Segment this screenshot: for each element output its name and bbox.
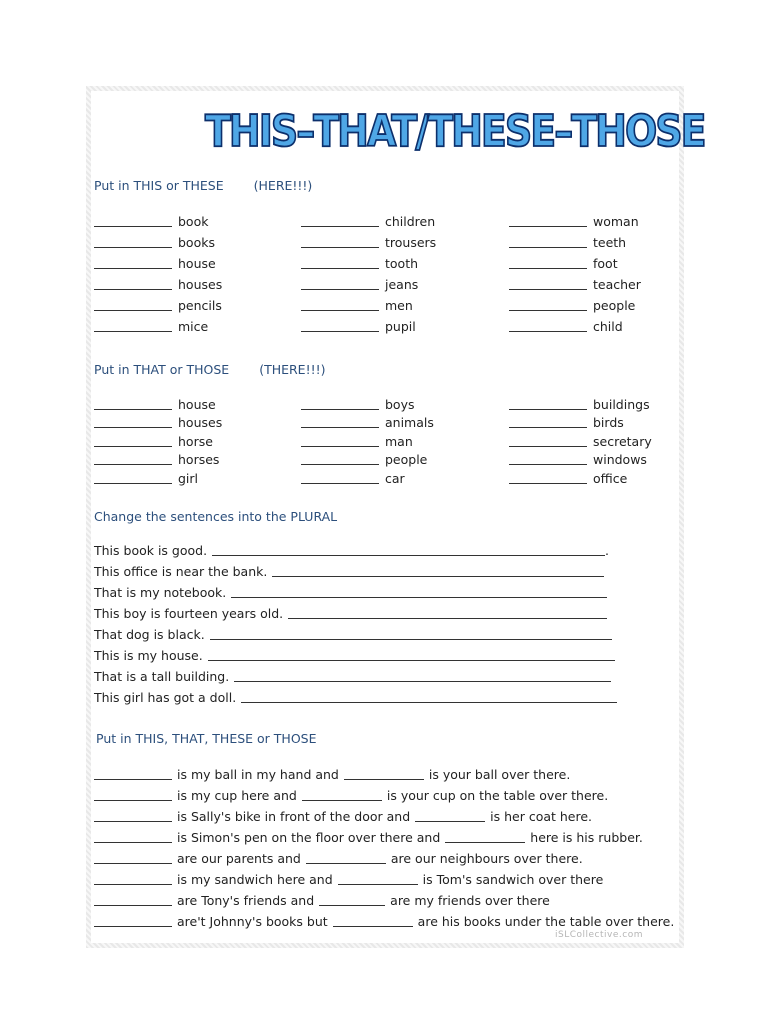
answer-blank[interactable] <box>302 799 382 801</box>
item-word: office <box>593 470 628 486</box>
answer-blank[interactable] <box>94 482 172 484</box>
answer-blank[interactable] <box>94 225 172 227</box>
exercise-item <box>509 298 635 313</box>
exercise-item <box>94 298 222 313</box>
sentence-row <box>94 585 607 600</box>
exercise-item <box>509 415 624 430</box>
row-text-b: here is his rubber. <box>530 830 643 845</box>
exercise-item <box>509 256 618 271</box>
section2-instruction: Put in THAT or THOSE <box>94 362 230 377</box>
sentence-text: This book is good. <box>94 543 208 558</box>
answer-blank[interactable] <box>94 862 172 864</box>
answer-blank[interactable] <box>94 841 172 843</box>
row-text-a: is Sally's bike in front of the door and <box>177 809 411 824</box>
answer-blank[interactable] <box>94 408 172 410</box>
row-text-b: is your cup on the table over there. <box>386 788 609 803</box>
answer-blank[interactable] <box>94 267 172 269</box>
exercise-item <box>301 452 427 467</box>
item-word: foot <box>593 256 618 271</box>
exercise-item <box>94 235 215 250</box>
item-word: secretary <box>593 433 652 449</box>
item-word: teeth <box>593 235 627 250</box>
answer-blank[interactable] <box>333 925 413 927</box>
item-word: houses <box>178 415 223 431</box>
answer-blank[interactable] <box>94 309 172 311</box>
answer-blank[interactable] <box>94 330 172 332</box>
exercise-item <box>94 452 219 467</box>
answer-blank[interactable] <box>509 309 587 311</box>
fill-in-row <box>94 767 570 782</box>
exercise-item <box>301 235 436 250</box>
item-word: jeans <box>385 277 419 292</box>
exercise-item <box>301 256 418 271</box>
item-word: house <box>178 256 216 271</box>
fill-in-row <box>94 830 643 845</box>
exercise-item <box>509 214 639 229</box>
answer-line[interactable] <box>210 638 612 640</box>
answer-blank[interactable] <box>509 246 587 248</box>
section2-heading <box>94 362 326 377</box>
answer-blank[interactable] <box>94 925 172 927</box>
sentence-text: That is a tall building. <box>94 669 230 684</box>
item-word: horse <box>178 433 213 449</box>
answer-blank[interactable] <box>509 267 587 269</box>
item-word: mice <box>178 319 209 334</box>
sentence-row <box>94 606 607 621</box>
answer-blank[interactable] <box>301 426 379 428</box>
exercise-item <box>509 319 623 334</box>
exercise-item <box>301 434 413 449</box>
answer-line[interactable] <box>288 617 607 619</box>
answer-blank[interactable] <box>301 288 379 290</box>
worksheet-title: THIS–THAT/THESE–THOSE <box>205 105 705 157</box>
exercise-item <box>301 397 415 412</box>
section1-hint: (HERE!!!) <box>253 178 313 193</box>
item-word: windows <box>593 452 647 468</box>
sentence-row <box>94 564 604 579</box>
item-word: car <box>385 470 405 486</box>
item-word: people <box>385 452 428 468</box>
answer-blank[interactable] <box>509 482 587 484</box>
fill-in-row <box>94 893 550 908</box>
answer-blank[interactable] <box>94 883 172 885</box>
fill-in-row <box>94 809 592 824</box>
item-word: people <box>593 298 636 313</box>
item-word: teacher <box>593 277 641 292</box>
answer-blank[interactable] <box>509 408 587 410</box>
sentence-text: This boy is fourteen years old. <box>94 606 284 621</box>
exercise-item <box>94 277 222 292</box>
answer-blank[interactable] <box>94 463 172 465</box>
row-text-b: is Tom's sandwich over there <box>422 872 604 887</box>
item-word: buildings <box>593 397 650 412</box>
answer-blank[interactable] <box>301 309 379 311</box>
row-text-a: are our parents and <box>177 851 301 866</box>
exercise-item <box>94 319 208 334</box>
exercise-item <box>301 277 418 292</box>
answer-blank[interactable] <box>301 408 379 410</box>
exercise-item <box>301 298 413 313</box>
exercise-item <box>301 214 435 229</box>
answer-line[interactable] <box>212 554 605 556</box>
answer-line[interactable] <box>208 659 615 661</box>
answer-blank[interactable] <box>94 778 172 780</box>
row-text-a: is my sandwich here and <box>177 872 333 887</box>
answer-blank[interactable] <box>94 246 172 248</box>
exercise-item <box>509 452 647 467</box>
item-word: children <box>385 214 436 229</box>
sentence-row <box>94 627 612 642</box>
sentence-row <box>94 669 611 684</box>
answer-blank[interactable] <box>94 288 172 290</box>
answer-blank[interactable] <box>509 463 587 465</box>
exercise-item <box>509 277 641 292</box>
exercise-item <box>94 434 213 449</box>
answer-blank[interactable] <box>301 330 379 332</box>
sentence-row <box>94 543 609 558</box>
answer-blank[interactable] <box>445 841 525 843</box>
item-word: pencils <box>178 298 222 313</box>
section2-hint: (THERE!!!) <box>259 362 326 377</box>
exercise-item <box>94 415 222 430</box>
answer-blank[interactable] <box>301 267 379 269</box>
answer-blank[interactable] <box>509 330 587 332</box>
section3-heading: Change the sentences into the PLURAL <box>94 509 338 524</box>
fill-in-row <box>94 914 674 929</box>
row-text-b: are his books under the table over there. <box>417 914 675 929</box>
answer-blank[interactable] <box>94 445 172 447</box>
section1-instruction: Put in THIS or THESE <box>94 178 224 193</box>
answer-line[interactable] <box>234 680 611 682</box>
item-word: houses <box>178 277 223 292</box>
exercise-item <box>301 471 405 486</box>
exercise-item <box>94 214 208 229</box>
sentence-row <box>94 690 617 705</box>
sentence-end: . <box>605 543 609 558</box>
answer-blank[interactable] <box>415 820 485 822</box>
answer-blank[interactable] <box>94 799 172 801</box>
row-text-b: is her coat here. <box>490 809 593 824</box>
section4-heading: Put in THIS, THAT, THESE or THOSE <box>96 731 317 746</box>
row-text-b: is your ball over there. <box>428 767 571 782</box>
row-text-a: is Simon's pen on the floor over there and <box>177 830 441 845</box>
row-text-b: are our neighbours over there. <box>390 851 583 866</box>
exercise-item <box>301 415 434 430</box>
row-text-a: are't Johnny's books but <box>177 914 328 929</box>
answer-blank[interactable] <box>94 426 172 428</box>
answer-line[interactable] <box>272 575 604 577</box>
answer-blank[interactable] <box>509 288 587 290</box>
answer-blank[interactable] <box>509 426 587 428</box>
item-word: girl <box>178 470 199 486</box>
exercise-item <box>94 471 198 486</box>
answer-blank[interactable] <box>301 463 379 465</box>
sentence-text: This girl has got a doll. <box>94 690 237 705</box>
section1-heading <box>94 178 312 193</box>
item-word: man <box>385 433 413 449</box>
sentence-row <box>94 648 615 663</box>
exercise-item <box>94 397 216 412</box>
answer-blank[interactable] <box>301 246 379 248</box>
row-text-b: are my friends over there <box>390 893 550 908</box>
answer-blank[interactable] <box>509 445 587 447</box>
item-word: child <box>593 319 623 334</box>
item-word: horses <box>178 452 220 468</box>
row-text-a: are Tony's friends and <box>177 893 315 908</box>
item-word: tooth <box>385 256 419 271</box>
item-word: men <box>385 298 413 313</box>
answer-blank[interactable] <box>301 482 379 484</box>
sentence-text: That is my notebook. <box>94 585 227 600</box>
fill-in-row <box>94 788 608 803</box>
watermark: iSLCollective.com <box>555 930 643 940</box>
answer-blank[interactable] <box>301 445 379 447</box>
item-word: pupil <box>385 319 416 334</box>
fill-in-row <box>94 872 603 887</box>
answer-blank[interactable] <box>319 904 385 906</box>
fill-in-row <box>94 851 583 866</box>
row-text-a: is my cup here and <box>177 788 297 803</box>
answer-blank[interactable] <box>509 225 587 227</box>
item-word: boys <box>385 397 415 412</box>
answer-blank[interactable] <box>338 883 418 885</box>
sentence-text: That dog is black. <box>94 627 205 642</box>
item-word: animals <box>385 415 434 431</box>
sentence-text: This office is near the bank. <box>94 564 268 579</box>
item-word: book <box>178 214 209 229</box>
answer-line[interactable] <box>241 701 617 703</box>
exercise-item <box>509 471 627 486</box>
exercise-item <box>509 235 626 250</box>
answer-blank[interactable] <box>94 904 172 906</box>
answer-blank[interactable] <box>301 225 379 227</box>
answer-blank[interactable] <box>306 862 386 864</box>
answer-blank[interactable] <box>344 778 424 780</box>
item-word: trousers <box>385 235 437 250</box>
row-text-a: is my ball in my hand and <box>177 767 339 782</box>
item-word: birds <box>593 415 624 431</box>
item-word: woman <box>593 214 639 229</box>
answer-line[interactable] <box>231 596 607 598</box>
answer-blank[interactable] <box>94 820 172 822</box>
exercise-item <box>509 434 652 449</box>
sentence-text: This is my house. <box>94 648 203 663</box>
exercise-item <box>509 397 650 412</box>
item-word: books <box>178 235 215 250</box>
exercise-item <box>301 319 416 334</box>
exercise-item <box>94 256 216 271</box>
item-word: house <box>178 397 216 412</box>
